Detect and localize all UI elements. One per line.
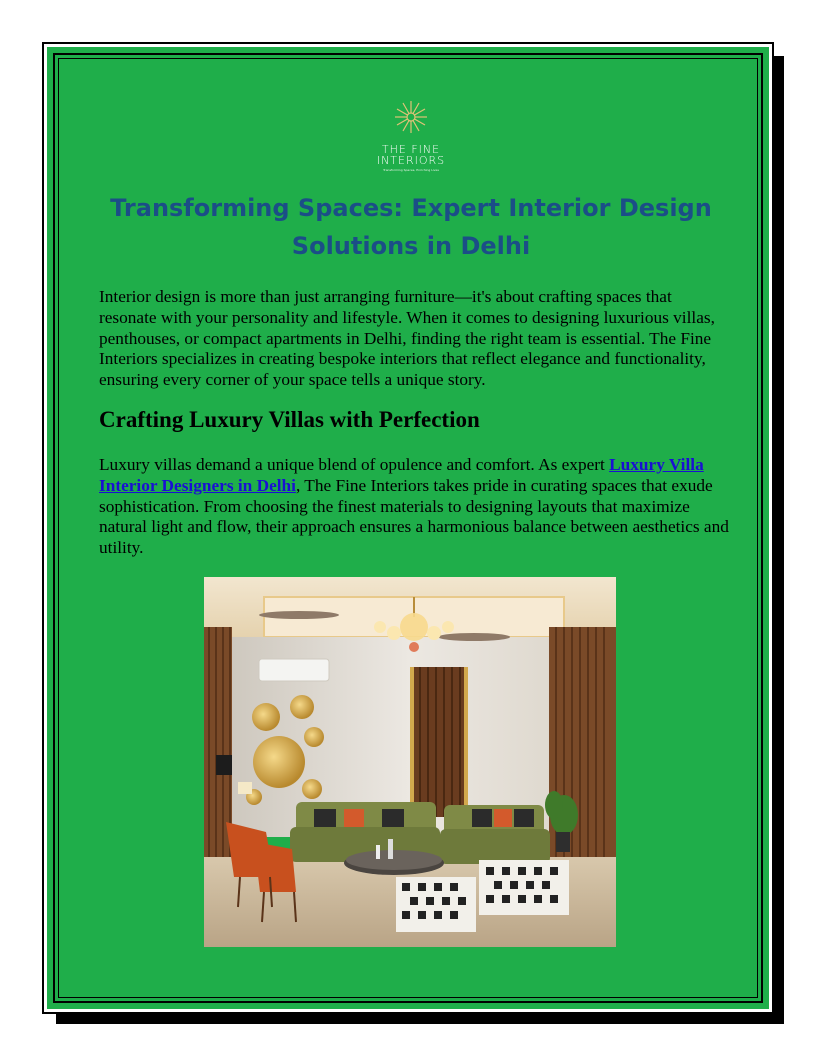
living-room-illustration <box>204 577 616 947</box>
luxury-villa-link[interactable]: Luxury Villa Interior Designers in Delhi <box>99 455 704 495</box>
living-room-photo <box>204 577 616 947</box>
villa-text-before: Luxury villas demand a unique blend of opulence and comfort. As expert <box>99 455 610 474</box>
page-title: Transforming Spaces: Expert Interior Design Solutions in Delhi <box>110 194 712 260</box>
logo-tagline: Transforming Spaces, Enriching Lives <box>383 168 439 172</box>
logo-wordmark: THE FINE INTERIORS <box>376 143 446 167</box>
intro-paragraph: Interior design is more than just arranging furniture—it's about crafting spaces that resonate with your personality and lifestyle. When it comes to designing luxurious villas, penthouses, or compact apartments in Delhi, finding the right team is essential. The Fine Interiors specializes in creating bespoke interiors that reflect elegance and functionality, ensuring every corner of your space tells a unique story. <box>99 287 715 390</box>
page-content <box>47 47 775 1015</box>
section-heading: Crafting Luxury Villas with Perfection <box>99 407 480 432</box>
sunburst-icon <box>358 97 464 147</box>
villa-text-after: , The Fine Interiors takes pride in curating spaces that exude sophistication. From choosing the finest materials to designing layouts that maximize natural light and flow, their approach ensures a harmonious balance between aesthetics and utility. <box>99 475 729 558</box>
brand-logo <box>358 97 464 177</box>
page <box>44 44 772 1012</box>
villa-paragraph <box>99 455 731 559</box>
